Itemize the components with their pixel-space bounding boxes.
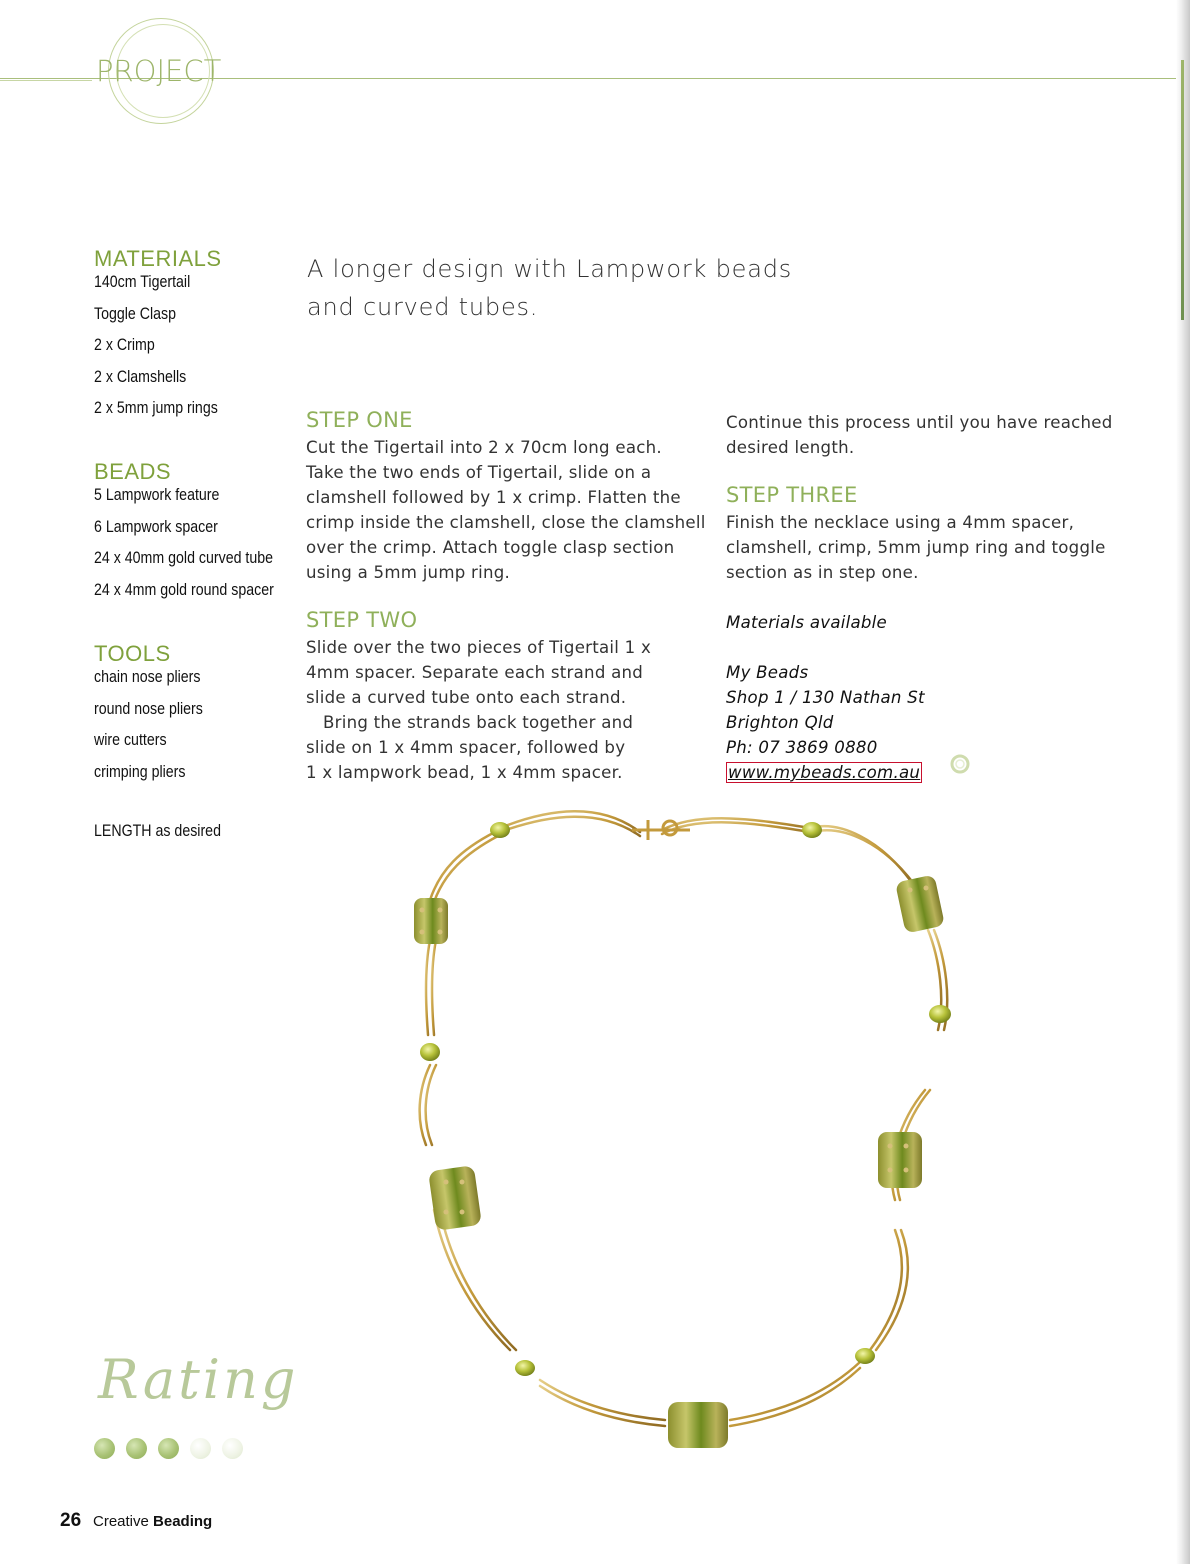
text-line: Bring the strands back together and bbox=[323, 713, 634, 732]
rating-dot-filled bbox=[158, 1438, 179, 1459]
intro-text bbox=[307, 250, 827, 326]
supplier-label: Materials available bbox=[726, 613, 887, 632]
page-number: 26 bbox=[60, 1510, 82, 1531]
rating-label: Rating bbox=[98, 1348, 299, 1411]
rating-dot-filled bbox=[94, 1438, 115, 1459]
list-item: round nose pliers bbox=[94, 699, 203, 718]
spacer bbox=[726, 635, 1166, 660]
list-item: crimping pliers bbox=[94, 762, 186, 781]
supplier-address: Shop 1 / 130 Nathan St bbox=[726, 688, 925, 707]
text-line: 1 x lampwork bead, 1 x 4mm spacer. bbox=[306, 763, 623, 782]
list-item: chain nose pliers bbox=[94, 668, 201, 686]
page-edge-accent bbox=[1181, 60, 1184, 320]
step-two-heading: STEP TWO bbox=[306, 608, 418, 632]
list-item: 2 x 5mm jump rings bbox=[94, 399, 218, 417]
magazine-name: Beading bbox=[153, 1513, 213, 1530]
supplier-city: Brighton Qld bbox=[726, 713, 834, 732]
step-two-text bbox=[306, 635, 716, 785]
magazine-prefix: Creative bbox=[93, 1513, 149, 1530]
necklace-photo bbox=[400, 790, 1000, 1470]
header-rule-left bbox=[0, 80, 92, 81]
list-item: 5 Lampwork feature bbox=[94, 486, 220, 504]
step-three-text bbox=[726, 510, 1166, 585]
list-item: Toggle Clasp bbox=[94, 304, 177, 323]
list-item: 24 x 40mm gold curved tube bbox=[94, 549, 274, 567]
text-line: section as in step one. bbox=[726, 563, 919, 582]
supplier-phone: Ph: 07 3869 0880 bbox=[726, 738, 878, 757]
text-line: Slide over the two pieces of Tigertail 1 x bbox=[306, 638, 652, 657]
intro-line: and curved tubes. bbox=[307, 293, 539, 321]
text-line: using a 5mm jump ring. bbox=[306, 563, 511, 582]
list-item: wire cutters bbox=[94, 731, 167, 749]
materials-heading: MATERIALS bbox=[94, 246, 222, 271]
text-line: crimp inside the clamshell, close the clamshell bbox=[306, 513, 706, 532]
text-line: Continue this process until you have reached bbox=[726, 413, 1113, 432]
text-line: Cut the Tigertail into 2 x 70cm long each. bbox=[306, 438, 662, 457]
step-three-heading: STEP THREE bbox=[726, 483, 858, 507]
text-line: desired length. bbox=[726, 438, 855, 457]
section-title: PROJECT bbox=[96, 54, 222, 88]
ring-ornament-icon bbox=[948, 752, 972, 776]
text-line: clamshell followed by 1 x crimp. Flatten the bbox=[306, 488, 681, 507]
text-line: Take the two ends of Tigertail, slide on a bbox=[306, 463, 652, 482]
list-item: 2 x Crimp bbox=[94, 336, 155, 354]
tools-list bbox=[94, 667, 203, 793]
supplier-block bbox=[726, 610, 1166, 785]
beads-list bbox=[94, 485, 274, 611]
list-item: 6 Lampwork spacer bbox=[94, 517, 218, 536]
rating-dot-filled bbox=[126, 1438, 147, 1459]
length-note: LENGTH as desired bbox=[94, 822, 221, 840]
supplier-name: My Beads bbox=[726, 663, 809, 682]
beads-heading: BEADS bbox=[94, 459, 172, 484]
tools-heading: TOOLS bbox=[94, 641, 171, 666]
rating-dot-empty bbox=[222, 1438, 243, 1459]
list-item: 2 x Clamshells bbox=[94, 367, 187, 386]
step-one-heading: STEP ONE bbox=[306, 408, 413, 432]
text-line: slide a curved tube onto each strand. bbox=[306, 688, 627, 707]
list-item: 24 x 4mm gold round spacer bbox=[94, 580, 274, 599]
supplier-website-link[interactable]: www.mybeads.com.au bbox=[728, 763, 921, 782]
step-one-text bbox=[306, 435, 716, 585]
continue-text bbox=[726, 410, 1166, 460]
text-line: 4mm spacer. Separate each strand and bbox=[306, 663, 644, 682]
list-item: 140cm Tigertail bbox=[94, 273, 191, 291]
text-line: Finish the necklace using a 4mm spacer, bbox=[726, 513, 1075, 532]
text-line: clamshell, crimp, 5mm jump ring and toggle bbox=[726, 538, 1106, 557]
intro-line: A longer design with Lampwork beads bbox=[307, 255, 793, 283]
rating-dot-empty bbox=[190, 1438, 211, 1459]
text-line: over the crimp. Attach toggle clasp section bbox=[306, 538, 675, 557]
materials-list bbox=[94, 272, 218, 430]
text-line: slide on 1 x 4mm spacer, followed by bbox=[306, 738, 626, 757]
magazine-title bbox=[93, 1513, 212, 1530]
